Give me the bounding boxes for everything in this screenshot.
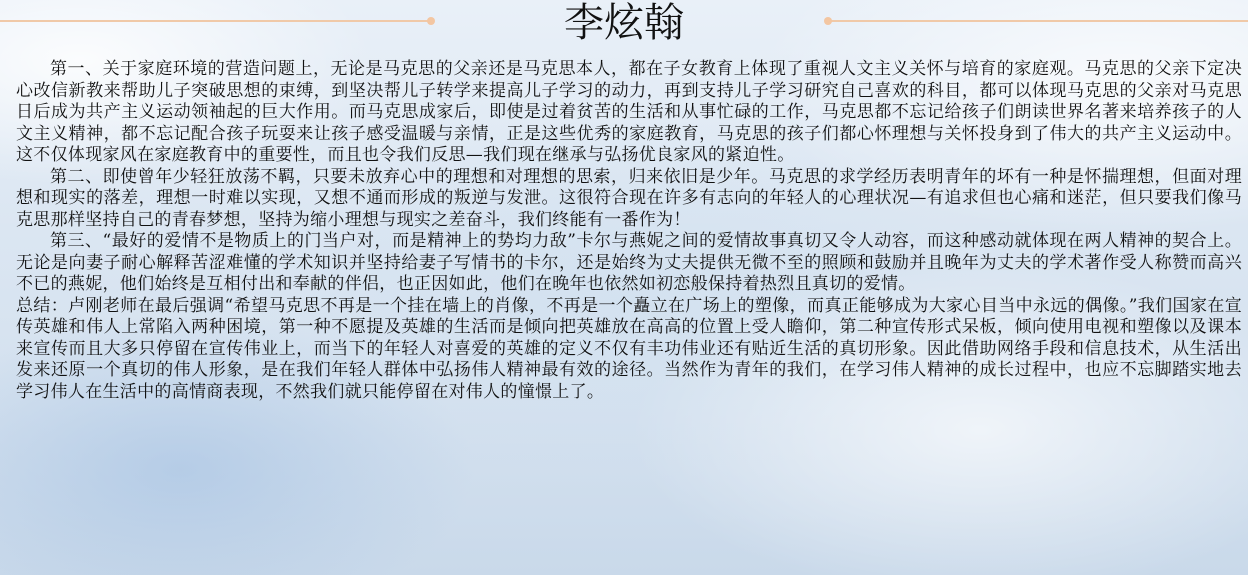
paragraph-third: 第三、“最好的爱情不是物质上的门当户对，而是精神上的势均力敌”卡尔与燕妮之间的爱情故事真切又令人动容，而这种感动就体现在两人精神的契合上。无论是向妻子耐心解释苦涩难懂的学术知识并坚持给妻子写情书的卡尔，还是始终为丈夫提供无微不至的照顾和鼓励并且晚年为丈夫的学术著作受人称赞而高兴不已的燕妮，他们始终是互相付出和奉献的伴侣，也正因如此，他们在晚年也依然如初恋般保持着热烈且真切的爱情。: [16, 231, 1242, 294]
paragraph-second: 第二、即使曾年少轻狂放荡不羁，只要未放弃心中的理想和对理想的思索，归来依旧是少年。马克思的求学经历表明青年的坏有一种是怀揣理想，但面对理想和现实的落差，理想一时难以实现，又想不通而形成的叛逆与发泄。这很符合现在许多有志向的年轻人的心理状况—有追求但也心痛和迷茫，但只要我们像马克思那样坚持自己的青春梦想，坚持为缩小理想与现实之差奋斗，我们终能有一番作为！: [16, 166, 1242, 230]
page-title: 李炫翰: [564, 0, 684, 46]
body-text: [16, 59, 1242, 403]
paragraph-summary: 总结：卢刚老师在最后强调“希望马克思不再是一个挂在墙上的肖像，不再是一个矗立在广场上的塑像，而真正能够成为大家心目当中永远的偶像。”我们国家在宣传英雄和伟人上常陷入两种困境，第一种不愿提及英雄的生活而是倾向把英雄放在高高的位置上受人瞻仰，第二种宣传形式呆板，倾向使用电视和塑像以及课本来宣传而且大多只停留在宣传伟业上，而当下的年轻人对喜爱的英雄的定义不仅有丰功伟业还有贴近生活的真切形象。因此借助网络手段和信息技术，从生活出发来还原一个真切的伟人形象，是在我们年轻人群体中弘扬伟人精神最有效的途径。当然作为青年的我们，在学习伟人精神的成长过程中，也应不忘脚踏实地去学习伟人在生活中的高情商表现，不然我们就只能停留在对伟人的憧憬上了。: [16, 295, 1242, 402]
paragraph-first: 第一、关于家庭环境的营造问题上，无论是马克思的父亲还是马克思本人，都在子女教育上体现了重视人文主义关怀与培育的家庭观。马克思的父亲下定决心改信新教来帮助儿子突破思想的束缚，到坚决帮儿子转学来提高儿子学习的动力，再到支持儿子学习研究自己喜欢的科目，都可以体现马克思的父亲对马克思日后成为共产主义运动领袖起的巨大作用。而马克思成家后，即使是过着贫苦的生活和从事忙碌的工作，马克思都不忘记给孩子们朗读世界名著来培养孩子的人文主义精神，都不忘记配合孩子玩耍来让孩子感受温暖与亲情，正是这些优秀的家庭教育，马克思的孩子们都心怀理想与关怀投身到了伟大的共产主义运动中。这不仅体现家风在家庭教育中的重要性，而且也令我们反思—我们现在继承与弘扬优良家风的紧迫性。: [16, 59, 1242, 165]
